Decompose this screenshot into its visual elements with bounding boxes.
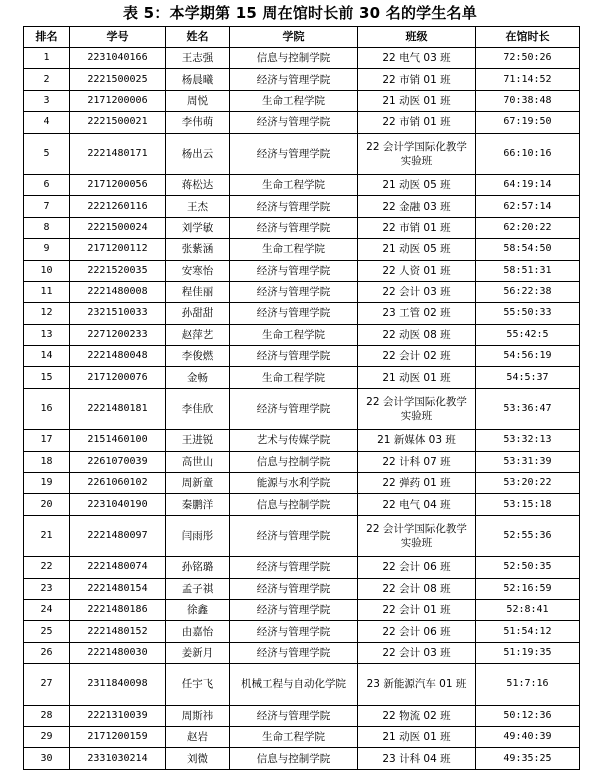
cell-name: 安寒怡 [166, 260, 230, 281]
cell-duration: 72:50:26 [476, 48, 580, 69]
cell-student-id: 2271200233 [70, 324, 166, 345]
cell-name: 李佳欣 [166, 388, 230, 429]
cell-class: 23 新能源汽车 01 班 [358, 664, 476, 705]
cell-duration: 52:16:59 [476, 578, 580, 599]
cell-class: 21 动医 01 班 [358, 367, 476, 388]
cell-college: 信息与控制学院 [230, 748, 358, 769]
cell-college: 艺术与传媒学院 [230, 430, 358, 451]
cell-duration: 52:8:41 [476, 599, 580, 620]
table-row [24, 557, 580, 578]
cell-college: 经济与管理学院 [230, 388, 358, 429]
cell-college: 经济与管理学院 [230, 133, 358, 174]
cell-college: 经济与管理学院 [230, 599, 358, 620]
cell-name: 孙甜甜 [166, 303, 230, 324]
cell-duration: 49:35:25 [476, 748, 580, 769]
cell-student-id: 2221480186 [70, 599, 166, 620]
cell-student-id: 2221480154 [70, 578, 166, 599]
cell-class: 22 人资 01 班 [358, 260, 476, 281]
cell-college: 经济与管理学院 [230, 69, 358, 90]
table-row [24, 217, 580, 238]
cell-duration: 62:20:22 [476, 217, 580, 238]
cell-duration: 49:40:39 [476, 726, 580, 747]
cell-class: 22 会计学国际化教学实验班 [358, 133, 476, 174]
cell-duration: 51:54:12 [476, 621, 580, 642]
header-name: 姓名 [166, 27, 230, 48]
table-header-row [24, 27, 580, 48]
cell-duration: 55:50:33 [476, 303, 580, 324]
cell-class: 22 会计 01 班 [358, 599, 476, 620]
table-row [24, 664, 580, 705]
cell-duration: 55:42:5 [476, 324, 580, 345]
cell-class: 23 工管 02 班 [358, 303, 476, 324]
cell-rank: 30 [24, 748, 70, 769]
cell-student-id: 2221520035 [70, 260, 166, 281]
header-rank: 排名 [24, 27, 70, 48]
cell-rank: 23 [24, 578, 70, 599]
cell-college: 经济与管理学院 [230, 217, 358, 238]
cell-duration: 50:12:36 [476, 705, 580, 726]
cell-rank: 18 [24, 451, 70, 472]
cell-college: 经济与管理学院 [230, 557, 358, 578]
cell-rank: 19 [24, 473, 70, 494]
cell-student-id: 2221500024 [70, 217, 166, 238]
table-caption: 表 5：本学期第 15 周在馆时长前 30 名的学生名单 [123, 4, 477, 22]
cell-name: 刘学敏 [166, 217, 230, 238]
table-row [24, 260, 580, 281]
cell-name: 姜新月 [166, 642, 230, 663]
cell-rank: 21 [24, 515, 70, 556]
cell-student-id: 2151460100 [70, 430, 166, 451]
cell-rank: 12 [24, 303, 70, 324]
cell-college: 经济与管理学院 [230, 642, 358, 663]
cell-name: 徐鑫 [166, 599, 230, 620]
cell-student-id: 2221500025 [70, 69, 166, 90]
cell-class: 22 会计 03 班 [358, 281, 476, 302]
cell-name: 杨晨曦 [166, 69, 230, 90]
cell-rank: 28 [24, 705, 70, 726]
cell-class: 22 市销 01 班 [358, 217, 476, 238]
cell-name: 秦鹏洋 [166, 494, 230, 515]
table-row [24, 578, 580, 599]
cell-rank: 6 [24, 174, 70, 195]
cell-duration: 51:19:35 [476, 642, 580, 663]
cell-student-id: 2261070039 [70, 451, 166, 472]
cell-rank: 13 [24, 324, 70, 345]
cell-name: 王杰 [166, 196, 230, 217]
cell-student-id: 2221480008 [70, 281, 166, 302]
cell-college: 经济与管理学院 [230, 346, 358, 367]
cell-duration: 70:38:48 [476, 90, 580, 111]
cell-name: 金畅 [166, 367, 230, 388]
cell-class: 21 动医 01 班 [358, 90, 476, 111]
cell-name: 赵萍艺 [166, 324, 230, 345]
cell-class: 22 会计 02 班 [358, 346, 476, 367]
cell-duration: 52:50:35 [476, 557, 580, 578]
table-row [24, 174, 580, 195]
cell-name: 周新童 [166, 473, 230, 494]
cell-rank: 3 [24, 90, 70, 111]
cell-college: 生命工程学院 [230, 239, 358, 260]
table-row [24, 642, 580, 663]
cell-class: 22 市销 01 班 [358, 112, 476, 133]
cell-name: 孟子祺 [166, 578, 230, 599]
table-row [24, 430, 580, 451]
cell-college: 经济与管理学院 [230, 621, 358, 642]
table-row [24, 621, 580, 642]
cell-rank: 10 [24, 260, 70, 281]
cell-student-id: 2231040166 [70, 48, 166, 69]
table-row [24, 367, 580, 388]
header-class: 班级 [358, 27, 476, 48]
cell-name: 周斯祎 [166, 705, 230, 726]
cell-duration: 54:56:19 [476, 346, 580, 367]
table-row [24, 239, 580, 260]
cell-name: 由嘉怡 [166, 621, 230, 642]
cell-college: 生命工程学院 [230, 726, 358, 747]
cell-rank: 7 [24, 196, 70, 217]
cell-class: 22 会计学国际化教学实验班 [358, 388, 476, 429]
cell-class: 22 会计 08 班 [358, 578, 476, 599]
cell-class: 22 动医 08 班 [358, 324, 476, 345]
cell-class: 23 计科 04 班 [358, 748, 476, 769]
cell-class: 22 会计 06 班 [358, 621, 476, 642]
cell-class: 22 计科 07 班 [358, 451, 476, 472]
table-row [24, 324, 580, 345]
cell-college: 经济与管理学院 [230, 260, 358, 281]
cell-class: 21 动医 01 班 [358, 726, 476, 747]
table-row [24, 473, 580, 494]
cell-student-id: 2331030214 [70, 748, 166, 769]
cell-college: 经济与管理学院 [230, 196, 358, 217]
table-row [24, 515, 580, 556]
cell-rank: 27 [24, 664, 70, 705]
cell-college: 生命工程学院 [230, 324, 358, 345]
cell-college: 信息与控制学院 [230, 48, 358, 69]
table-row [24, 133, 580, 174]
cell-student-id: 2171200076 [70, 367, 166, 388]
cell-rank: 20 [24, 494, 70, 515]
cell-name: 周悦 [166, 90, 230, 111]
cell-name: 李俊燃 [166, 346, 230, 367]
cell-student-id: 2221480048 [70, 346, 166, 367]
cell-class: 22 会计 06 班 [358, 557, 476, 578]
cell-name: 刘微 [166, 748, 230, 769]
cell-college: 经济与管理学院 [230, 281, 358, 302]
table-row [24, 494, 580, 515]
cell-name: 孙铭璐 [166, 557, 230, 578]
table-row [24, 346, 580, 367]
table-row [24, 599, 580, 620]
cell-duration: 53:31:39 [476, 451, 580, 472]
cell-student-id: 2311840098 [70, 664, 166, 705]
cell-college: 能源与水利学院 [230, 473, 358, 494]
cell-student-id: 2171200112 [70, 239, 166, 260]
header-college: 学院 [230, 27, 358, 48]
cell-name: 闫雨彤 [166, 515, 230, 556]
cell-rank: 17 [24, 430, 70, 451]
table-row [24, 90, 580, 111]
cell-class: 22 电气 04 班 [358, 494, 476, 515]
cell-name: 杨出云 [166, 133, 230, 174]
cell-rank: 14 [24, 346, 70, 367]
cell-student-id: 2221480181 [70, 388, 166, 429]
cell-duration: 54:5:37 [476, 367, 580, 388]
cell-rank: 26 [24, 642, 70, 663]
cell-student-id: 2221480030 [70, 642, 166, 663]
cell-class: 22 物流 02 班 [358, 705, 476, 726]
cell-duration: 51:7:16 [476, 664, 580, 705]
table-row [24, 726, 580, 747]
cell-college: 经济与管理学院 [230, 578, 358, 599]
cell-college: 经济与管理学院 [230, 705, 358, 726]
cell-duration: 53:15:18 [476, 494, 580, 515]
cell-college: 生命工程学院 [230, 367, 358, 388]
cell-student-id: 2171200159 [70, 726, 166, 747]
cell-name: 程佳丽 [166, 281, 230, 302]
table-row [24, 48, 580, 69]
cell-class: 21 新媒体 03 班 [358, 430, 476, 451]
cell-duration: 71:14:52 [476, 69, 580, 90]
cell-duration: 53:32:13 [476, 430, 580, 451]
table-body [24, 48, 580, 770]
cell-name: 高世山 [166, 451, 230, 472]
cell-rank: 4 [24, 112, 70, 133]
cell-name: 赵岩 [166, 726, 230, 747]
cell-college: 生命工程学院 [230, 174, 358, 195]
table-row [24, 748, 580, 769]
cell-duration: 56:22:38 [476, 281, 580, 302]
cell-rank: 29 [24, 726, 70, 747]
table-row [24, 388, 580, 429]
cell-rank: 15 [24, 367, 70, 388]
cell-rank: 2 [24, 69, 70, 90]
student-table [23, 26, 580, 770]
table-row [24, 281, 580, 302]
cell-class: 22 会计 03 班 [358, 642, 476, 663]
table-row [24, 303, 580, 324]
cell-duration: 64:19:14 [476, 174, 580, 195]
cell-student-id: 2321510033 [70, 303, 166, 324]
cell-student-id: 2261060102 [70, 473, 166, 494]
cell-rank: 8 [24, 217, 70, 238]
table-row [24, 705, 580, 726]
cell-duration: 67:19:50 [476, 112, 580, 133]
cell-student-id: 2221260116 [70, 196, 166, 217]
table-row [24, 69, 580, 90]
cell-college: 经济与管理学院 [230, 303, 358, 324]
cell-rank: 25 [24, 621, 70, 642]
cell-class: 22 电气 03 班 [358, 48, 476, 69]
cell-class: 22 弹药 01 班 [358, 473, 476, 494]
cell-student-id: 2221500021 [70, 112, 166, 133]
table-row [24, 451, 580, 472]
cell-college: 机械工程与自动化学院 [230, 664, 358, 705]
cell-rank: 9 [24, 239, 70, 260]
cell-name: 张紫涵 [166, 239, 230, 260]
cell-duration: 66:10:16 [476, 133, 580, 174]
cell-college: 经济与管理学院 [230, 515, 358, 556]
cell-student-id: 2221480097 [70, 515, 166, 556]
cell-name: 王进锐 [166, 430, 230, 451]
cell-class: 22 金融 03 班 [358, 196, 476, 217]
header-duration: 在馆时长 [476, 27, 580, 48]
cell-college: 信息与控制学院 [230, 494, 358, 515]
cell-duration: 52:55:36 [476, 515, 580, 556]
cell-duration: 58:54:50 [476, 239, 580, 260]
cell-student-id: 2221480171 [70, 133, 166, 174]
cell-rank: 24 [24, 599, 70, 620]
cell-student-id: 2231040190 [70, 494, 166, 515]
cell-rank: 11 [24, 281, 70, 302]
cell-duration: 58:51:31 [476, 260, 580, 281]
cell-rank: 5 [24, 133, 70, 174]
cell-name: 李伟萌 [166, 112, 230, 133]
cell-duration: 62:57:14 [476, 196, 580, 217]
cell-student-id: 2221310039 [70, 705, 166, 726]
cell-class: 21 动医 05 班 [358, 239, 476, 260]
cell-duration: 53:36:47 [476, 388, 580, 429]
cell-duration: 53:20:22 [476, 473, 580, 494]
cell-name: 蒋松达 [166, 174, 230, 195]
cell-class: 22 会计学国际化教学实验班 [358, 515, 476, 556]
cell-class: 21 动医 05 班 [358, 174, 476, 195]
cell-name: 王志强 [166, 48, 230, 69]
cell-college: 信息与控制学院 [230, 451, 358, 472]
cell-name: 任宇飞 [166, 664, 230, 705]
cell-student-id: 2221480074 [70, 557, 166, 578]
cell-student-id: 2171200006 [70, 90, 166, 111]
cell-college: 生命工程学院 [230, 90, 358, 111]
cell-rank: 1 [24, 48, 70, 69]
cell-class: 22 市销 01 班 [358, 69, 476, 90]
cell-college: 经济与管理学院 [230, 112, 358, 133]
cell-rank: 22 [24, 557, 70, 578]
header-student-id: 学号 [70, 27, 166, 48]
cell-student-id: 2221480152 [70, 621, 166, 642]
table-row [24, 196, 580, 217]
cell-student-id: 2171200056 [70, 174, 166, 195]
cell-rank: 16 [24, 388, 70, 429]
table-row [24, 112, 580, 133]
